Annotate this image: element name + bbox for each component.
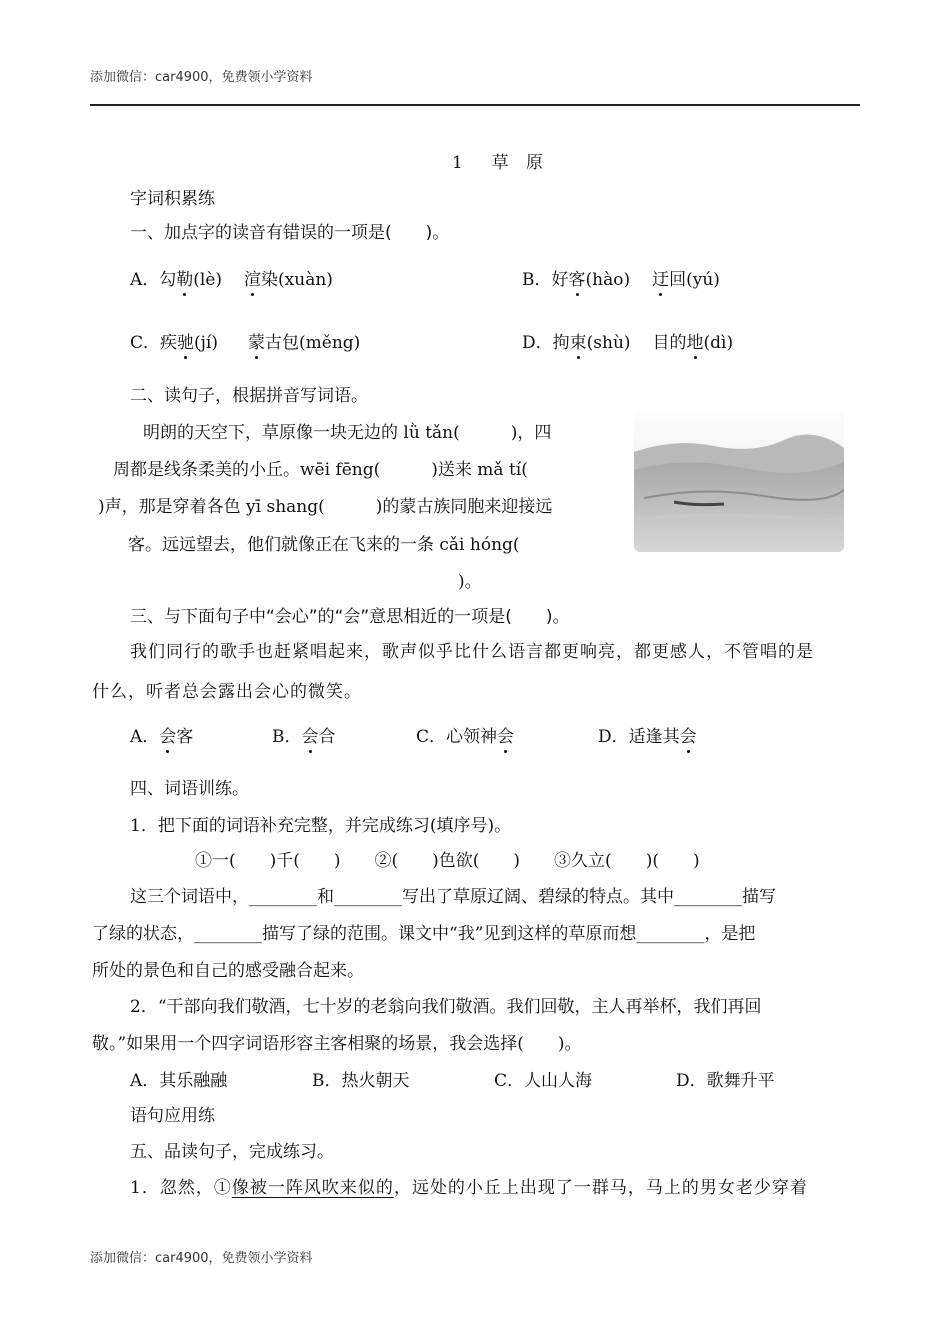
q1-option-a[interactable]: A．勾勒(lè) 渲染(xuàn)	[130, 265, 333, 290]
dotted-char: 会	[680, 722, 697, 747]
lesson-title	[452, 148, 549, 173]
header-rule	[90, 104, 860, 106]
dotted-char: 迂	[652, 265, 669, 290]
q4-line-2: 了绿的状态，________描写了绿的范围。课文中“我”见到这样的草原而想________，是把	[92, 924, 756, 944]
part-label-2: 语句应用练	[130, 1106, 215, 1126]
dotted-char: 束	[570, 328, 587, 353]
q1-title: 一、加点字的读音有错误的一项是( )。	[130, 223, 450, 243]
option-letter: D．	[522, 333, 553, 353]
q2-line-4: 客。远远望去，他们就像正在飞来的一条 cǎi hóng(	[128, 535, 520, 555]
dotted-char: 驰	[177, 328, 194, 353]
q5-title: 五、品读句子，完成练习。	[130, 1142, 334, 1162]
q3-option-d[interactable]: D．适逢其会	[598, 722, 697, 747]
part-label-1: 字词积累练	[130, 189, 215, 209]
q2-line-2: 周都是线条柔美的小丘。wēi fēng( )送来 mǎ tí(	[113, 460, 528, 480]
q3-option-a[interactable]: A．会客	[130, 722, 193, 747]
dotted-char: 会	[159, 722, 176, 747]
q2-title: 二、读句子，根据拼音写词语。	[130, 386, 368, 406]
q3-option-b[interactable]: B．会合	[272, 722, 336, 747]
lesson-name: 草 原	[491, 153, 550, 173]
q3-title: 三、与下面句子中“会心”的“会”意思相近的一项是( )。	[130, 607, 570, 627]
q3-quote-line-2: 什么，听者总会露出会心的微笑。	[92, 682, 362, 702]
page-header: 添加微信：car4900，免费领小学资料	[90, 70, 313, 85]
dotted-char: 蒙	[248, 328, 265, 353]
q4-sub-2b: 敬。”如果用一个四字词语形容主客相聚的场景，我会选择( )。	[92, 1034, 582, 1054]
page-footer: 添加微信：car4900，免费领小学资料	[90, 1251, 313, 1266]
q2-line-5: )。	[458, 572, 482, 592]
option-letter: A．	[130, 270, 160, 290]
grassland-photo-svg	[634, 410, 844, 552]
dotted-char: 会	[302, 722, 319, 747]
q3-option-c[interactable]: C．心领神会	[416, 722, 514, 747]
q4-line-1: 这三个词语中，________和________写出了草原辽阔、碧绿的特点。其中________描写	[130, 887, 776, 907]
option-letter: C．	[130, 333, 161, 353]
dotted-char: 勒	[176, 265, 193, 290]
q4-option-b[interactable]: B．热火朝天	[312, 1071, 410, 1091]
q4-option-c[interactable]: C．人山人海	[494, 1071, 593, 1091]
option-letter: B．	[522, 270, 552, 290]
q4-title: 四、词语训练。	[130, 779, 249, 799]
q4-option-a[interactable]: A．其乐融融	[130, 1071, 228, 1091]
q4-option-d[interactable]: D．歌舞升平	[676, 1071, 775, 1091]
dotted-char: 地	[687, 328, 704, 353]
q1-option-b[interactable]: B．好客(hào) 迂回(yú)	[522, 265, 720, 290]
q1-option-c[interactable]: C．疾驰(jí) 蒙古包(měng)	[130, 328, 360, 353]
q1-option-d[interactable]: D．拘束(shù) 目的地(dì)	[522, 328, 733, 353]
q4-line-3: 所处的景色和自己的感受融合起来。	[92, 961, 364, 981]
q4-sub-1: 1．把下面的词语补充完整，并完成练习(填序号)。	[130, 816, 512, 836]
lesson-number: 1	[452, 153, 469, 173]
grassland-photo	[634, 410, 844, 552]
q4-word-blanks[interactable]: ①一( )千( ) ②( )色欲( ) ③久立( )( )	[195, 851, 700, 871]
q4-sub-2a: 2．“干部向我们敬酒，七十岁的老翁向我们敬酒。我们回敬，主人再举杯，我们再回	[130, 997, 762, 1017]
dotted-char: 渲	[244, 265, 261, 290]
dotted-char: 客	[569, 265, 586, 290]
dotted-char: 会	[497, 722, 514, 747]
underlined-phrase: 像被一阵风吹来似的	[231, 1178, 394, 1198]
q5-sentence-1: 1．忽然，①像被一阵风吹来似的，远处的小丘上出现了一群马，马上的男女老少穿着	[130, 1178, 808, 1198]
q2-line-1: 明朗的天空下，草原像一块无边的 lǜ tǎn( )，四	[143, 423, 552, 443]
q2-line-3: )声，那是穿着各色 yī shang( )的蒙古族同胞来迎接远	[98, 497, 553, 517]
q3-quote-line-1: 我们同行的歌手也赶紧唱起来，歌声似乎比什么语言都更响亮，都更感人，不管唱的是	[130, 642, 814, 662]
